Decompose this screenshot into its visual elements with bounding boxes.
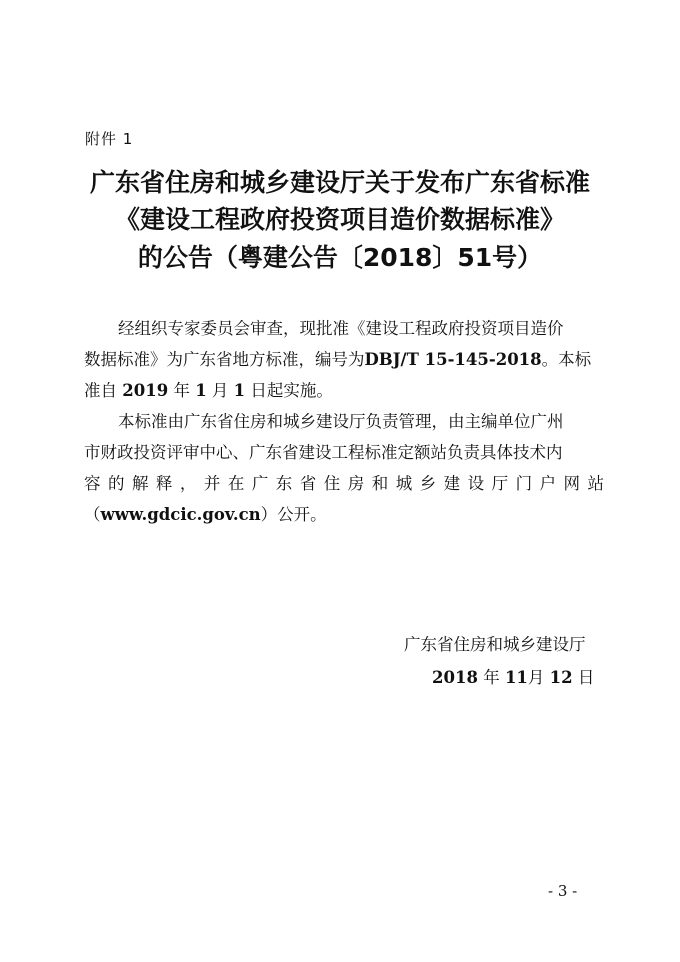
attachment-label: 附件 1 bbox=[85, 130, 134, 148]
date-month: 11 bbox=[504, 668, 528, 687]
website-url: www.gdcic.gov.cn bbox=[100, 505, 261, 524]
effective-day: 1 bbox=[233, 381, 246, 400]
paragraph-line bbox=[84, 313, 604, 344]
title-line-2: 《建设工程政府投资项目造价数据标准》 bbox=[114, 205, 565, 234]
paragraph-line bbox=[84, 375, 604, 406]
date-day: 12 bbox=[549, 668, 573, 687]
date-day-unit: 日 bbox=[577, 668, 595, 687]
title-line-3: 的公告（粤建公告〔2018〕51号） bbox=[137, 243, 543, 272]
effective-year: 2019 bbox=[122, 381, 169, 400]
paragraph-line bbox=[84, 406, 604, 437]
text-span: 市财政投资评审中心、广东省建设工程标准定额站负责具体技术内 bbox=[84, 443, 563, 462]
signature-date bbox=[432, 664, 594, 688]
effective-month: 1 bbox=[195, 381, 207, 400]
date-month-unit: 月 bbox=[527, 668, 545, 687]
signature-organization: 广东省住房和城乡建设厅 bbox=[404, 635, 586, 654]
page-number: - 3 - bbox=[548, 882, 578, 900]
text-span: 。本标 bbox=[541, 350, 592, 369]
text-span: 月 bbox=[211, 381, 229, 400]
paragraph-approval bbox=[84, 313, 604, 406]
text-span: 准自 bbox=[84, 381, 117, 400]
standard-code: DBJ/T 15-145-2018 bbox=[364, 350, 542, 369]
paragraph-management bbox=[84, 406, 604, 530]
date-year: 2018 bbox=[432, 668, 478, 687]
text-span: （ bbox=[84, 505, 101, 524]
text-span: 本标准由广东省住房和城乡建设厅负责管理，由主编单位广州 bbox=[118, 412, 564, 431]
text-span: 年 bbox=[173, 381, 190, 400]
text-span: 日起实施。 bbox=[250, 381, 333, 400]
paragraph-line bbox=[84, 499, 604, 530]
text-span: 经组织专家委员会审查，现批准《建设工程政府投资项目造价 bbox=[118, 319, 564, 338]
title-line-1: 广东省住房和城乡建设厅关于发布广东省标准 bbox=[89, 168, 590, 197]
text-span: ）公开。 bbox=[260, 505, 327, 524]
paragraph-line bbox=[84, 344, 604, 375]
date-year-unit: 年 bbox=[483, 668, 500, 687]
paragraph-line: 容的解释，并在广东省住房和城乡建设厅门户网站 bbox=[84, 474, 604, 493]
text-span: 数据标准》为广东省地方标准，编号为 bbox=[84, 350, 365, 369]
paragraph-line bbox=[84, 437, 604, 468]
